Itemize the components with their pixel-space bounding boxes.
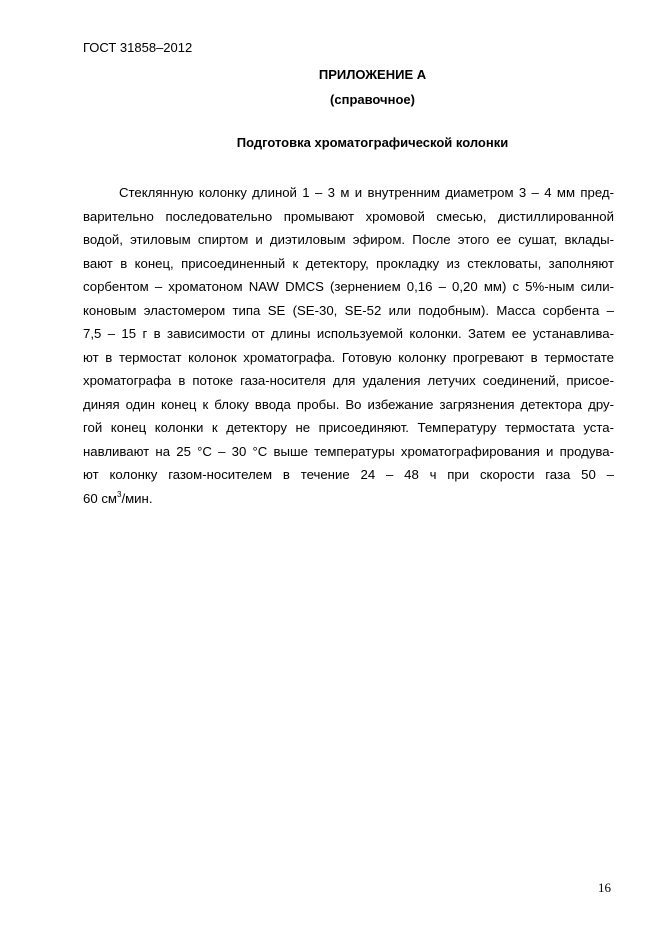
paragraph-line: варительно последовательно промывают хромовой смесью, дистиллированной: [83, 208, 614, 224]
appendix-title: ПРИЛОЖЕНИЕ А: [318, 67, 427, 82]
page-number: 16: [598, 880, 611, 895]
paragraph-line: Стеклянную колонку длиной 1 – 3 м и внутренним диаметром 3 – 4 мм пред-: [119, 185, 614, 200]
paragraph-line: сорбентом – хроматоном NAW DMCS (зернением 0,16 – 0,20 мм) с 5%-ным сили-: [83, 279, 614, 294]
body-paragraph: [83, 181, 614, 510]
paragraph-line: хроматографа в потоке газа-носителя для удаления летучих соединений, присое-: [83, 373, 614, 388]
paragraph-line: 7,5 – 15 г в зависимости от длины используемой колонки. Затем ее устанавлива-: [83, 326, 614, 341]
paragraph-line: ют в термостат колонок хроматографа. Готовую колонку прогревают в термостате: [83, 349, 614, 365]
paragraph-line: вают в конец, присоединенный к детектору, прокладку из стекловаты, заполняют: [83, 255, 614, 271]
section-title: Подготовка хроматографической колонки: [236, 135, 509, 150]
flow-rate-prefix: 60 см: [83, 490, 117, 506]
appendix-note: (справочное): [330, 92, 415, 107]
paragraph-line: ют колонку газом-носителем в течение 24 – 48 ч при скорости газа 50 –: [83, 467, 614, 482]
paragraph-line: водой, этиловым спиртом и диэтиловым эфиром. После этого ее сушат, вклады-: [83, 232, 614, 247]
paragraph-line: навливают на 25 °С – 30 °С выше температуры хроматографирования и продува-: [83, 443, 614, 459]
paragraph-line: диняя один конец к блоку ввода пробы. Во избежание загрязнения детектора дру-: [83, 396, 614, 412]
paragraph-line: коновым эластомером типа SE (SE-30, SE-52 или подобным). Масса сорбента –: [83, 302, 614, 318]
paragraph-line: гой конец колонки к детектору не присоединяют. Температуру термостата уста-: [83, 420, 614, 435]
document-code: ГОСТ 31858–2012: [83, 40, 193, 55]
superscript-cubic: 3: [117, 489, 122, 499]
flow-rate-suffix: /мин.: [121, 490, 153, 506]
paragraph-last-line: [83, 487, 614, 511]
